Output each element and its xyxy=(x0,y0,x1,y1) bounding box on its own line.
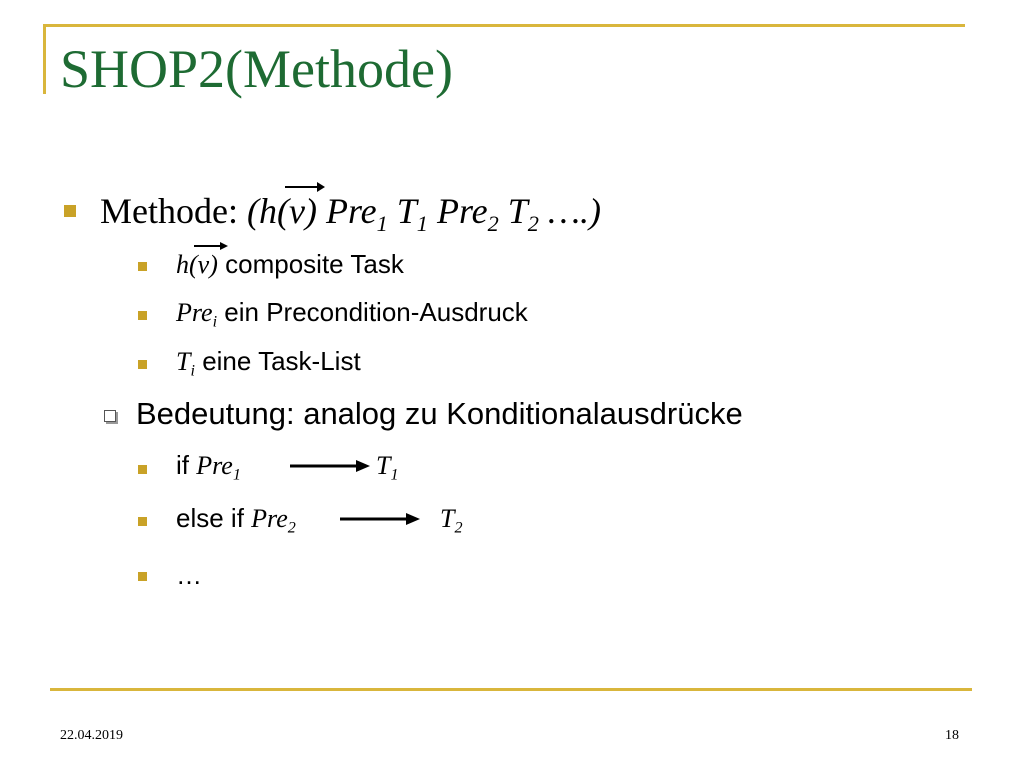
ellipsis-item: … xyxy=(176,560,202,590)
implies-arrow-icon xyxy=(340,511,420,527)
vector-arrow-icon xyxy=(283,180,325,194)
bullet-square-icon xyxy=(138,465,147,474)
bullet-square-icon xyxy=(138,262,147,271)
condition-if: if Pre$_1$ xyxy=(176,450,241,484)
frame-left-rule xyxy=(43,24,46,94)
footer-page-number: 18 xyxy=(945,728,959,743)
bullet-square-icon xyxy=(138,311,147,320)
bullet-square-icon xyxy=(138,517,147,526)
bullet-square-icon xyxy=(138,360,147,369)
sub-item-precondition: Pre$_i$ ein Precondition-Ausdruck xyxy=(176,297,528,331)
vector-arrow-icon xyxy=(192,240,228,252)
frame-bottom-rule xyxy=(50,688,972,691)
sub-item-tasklist: $T_i$ eine Task-List xyxy=(176,346,361,380)
checkbox-bullet-icon xyxy=(104,410,116,422)
method-formula: (h( v) Pre$_1$ $T_1$ Pre$_2$ $T_2$ ….) xyxy=(247,191,601,231)
condition-if-target: $T_1$ xyxy=(376,451,399,484)
footer-date: 22.04.2019 xyxy=(60,728,123,743)
slide-title: SHOP2(Methode) xyxy=(60,39,453,99)
condition-else-if-target: $T_2$ xyxy=(440,504,463,537)
condition-else-if: else if Pre$_2$ xyxy=(176,503,296,537)
formula-h: (h( xyxy=(246,191,289,231)
vector-v: v xyxy=(289,190,305,232)
bullet-square-icon xyxy=(64,205,76,217)
sub-item-composite: h( v) composite Task xyxy=(176,249,404,280)
meaning-line: Bedeutung: analog zu Konditionalausdrücke xyxy=(136,396,743,431)
bullet-square-icon xyxy=(138,572,147,581)
implies-arrow-icon xyxy=(290,458,370,474)
frame-top-rule xyxy=(43,24,965,27)
method-label: Methode: xyxy=(100,191,238,231)
vector-v: v xyxy=(198,250,210,280)
method-line xyxy=(100,190,601,237)
